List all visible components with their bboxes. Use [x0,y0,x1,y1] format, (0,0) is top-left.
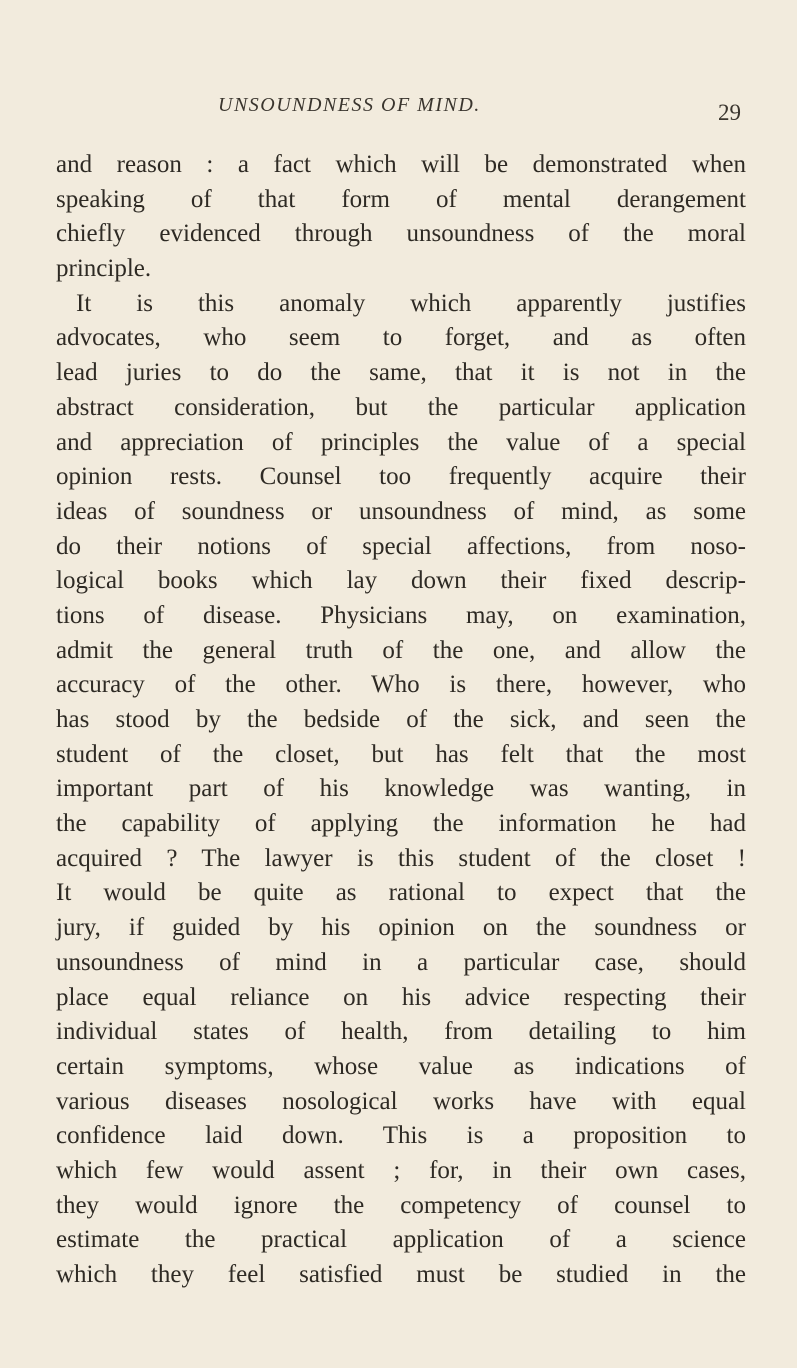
text-line: It would be quite as rational to expect that the [56,879,746,907]
text-line: principle. [56,255,152,283]
text-line: individual states of health, from detailing to him [56,1018,746,1046]
body-text [56,148,746,1293]
text-line: acquired ? The lawyer is this student of the closet ! [56,844,746,872]
text-line: do their notions of special affections, from noso- [56,532,746,560]
text-line: unsoundness of mind in a particular case, should [56,948,746,976]
text-line: they would ignore the competency of counsel to [56,1191,746,1219]
text-line: has stood by the bedside of the sick, and seen the [56,706,746,733]
text-line: important part of his knowledge was wanting, in [56,775,746,803]
text-line: and appreciation of principles the value of a special [56,428,746,456]
page-number: 29 [718,100,741,125]
text-line: the capability of applying the information he had [56,810,746,838]
text-line: accuracy of the other. Who is there, however, who [56,671,746,699]
running-head-title: UNSOUNDNESS OF MIND. [218,94,481,116]
text-line: lead juries to do the same, that it is not in the [56,359,746,387]
text-line: ideas of soundness or unsoundness of mind, as some [56,497,746,525]
text-line: logical books which lay down their fixed descrip- [56,567,746,595]
text-line: estimate the practical application of a science [56,1226,746,1254]
text-line: chiefly evidenced through unsoundness of the moral [56,220,746,248]
text-line: student of the closet, but has felt that the most [56,740,746,768]
text-line: jury, if guided by his opinion on the soundness or [56,914,746,942]
text-line: various diseases nosological works have with equal [56,1087,746,1115]
text-line: tions of disease. Physicians may, on examination, [56,601,746,629]
text-line: speaking of that form of mental derangement [56,185,746,213]
text-line: admit the general truth of the one, and allow the [56,636,746,664]
text-line: abstract consideration, but the particular application [56,393,746,421]
text-line: which few would assent ; for, in their own cases, [56,1156,746,1184]
text-line: place equal reliance on his advice respecting their [56,983,746,1011]
text-line: opinion rests. Counsel too frequently acquire their [56,463,746,491]
text-line: confidence laid down. This is a proposition to [56,1122,746,1150]
text-line: certain symptoms, whose value as indications of [56,1052,746,1080]
text-line: which they feel satisfied must be studied in the [56,1261,746,1288]
text-line: and reason : a fact which will be demonstrated when [56,151,746,178]
text-line: It is this anomaly which apparently justifies [76,289,746,317]
text-line: advocates, who seem to forget, and as often [56,324,746,352]
